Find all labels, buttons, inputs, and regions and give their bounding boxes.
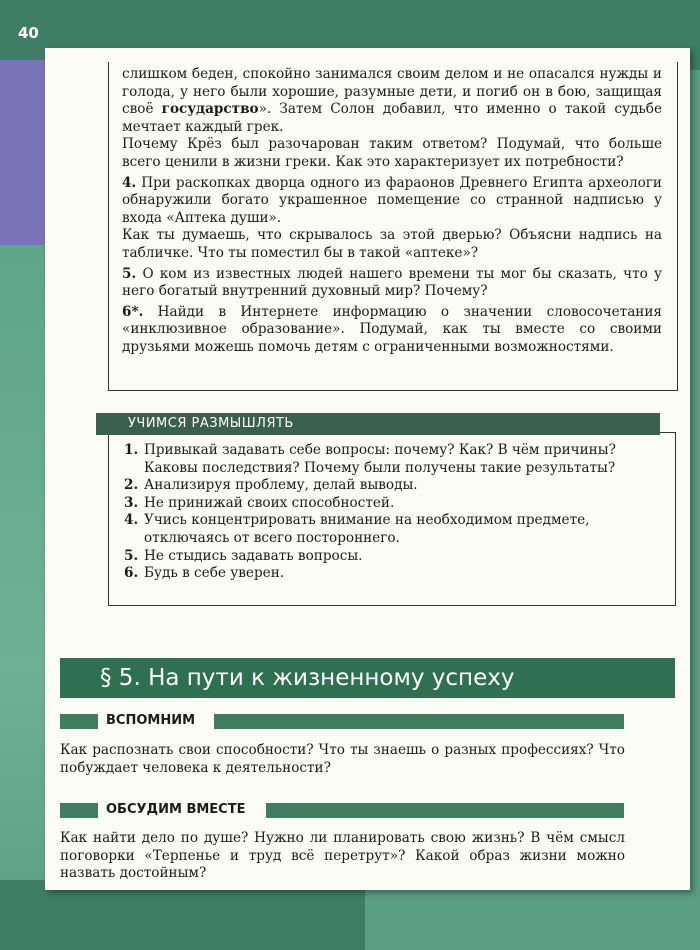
think-item: 5. Не стыдись задавать вопросы. <box>124 547 363 564</box>
think-list <box>124 442 664 583</box>
question-4: 4. При раскопках дворца одного из фараонов Древнего Египта археологи обнаружили богато украшенное помещение со странной надписью у входа «Аптека души». <box>122 174 662 226</box>
question-6: 6*. Найди в Интернете информацию о значении словосочетания «инклюзивное образование». Подумай, как ты вместе со своими друзьями можешь помочь детям с ограниченными возможностями. <box>122 303 662 355</box>
question-3-followup: Почему Крёз был разочарован таким ответом? Подумай, что больше всего ценили в жизни греки. Как это характеризует их потребности? <box>122 136 662 170</box>
think-item: 4. Учись концентрировать внимание на необходимом предмете, отключаясь от всего постороннего. <box>124 512 590 546</box>
discuss-text: Как найти дело по душе? Нужно ли планировать свою жизнь? В чём смысл поговорки «Терпенье и труд всё перетрут»? Какой образ жизни можно назвать достойным? <box>60 830 625 882</box>
recall-label: ВСПОМНИМ <box>106 713 196 728</box>
discuss-bar-right <box>266 803 624 818</box>
question-3-continuation: слишком беден, спокойно занимался своим делом и не опасался нужды и голода, у него были хорошие, разумные дети, и погиб он в бою, защищая своё государство». Затем Солон добавил, что именно о такой судьбе мечтает каждый грек. <box>122 66 662 135</box>
question-4-followup: Как ты думаешь, что скрывалось за этой дверью? Объясни надпись на табличке. Что ты поместил бы в такой «аптеке»? <box>122 227 662 261</box>
think-item: 2. Анализируя проблему, делай выводы. <box>124 477 418 494</box>
recall-bar-left <box>60 714 98 729</box>
think-item: 3. Не принижай своих способностей. <box>124 494 395 511</box>
page-number: 40 <box>18 24 39 42</box>
recall-text: Как распознать свои способности? Что ты знаешь о разных профессиях? Что побуждает человека к деятельности? <box>60 742 625 776</box>
think-item: 1. Привыкай задавать себе вопросы: почему? Как? В чём причины? Каковы последствия? Почему были получены такие результаты? <box>124 442 616 476</box>
think-title: УЧИМСЯ РАЗМЫШЛЯТЬ <box>128 416 294 431</box>
discuss-label: ОБСУДИМ ВМЕСТЕ <box>106 802 246 817</box>
section-title: § 5. На пути к жизненному успеху <box>100 665 515 691</box>
questions-text <box>122 66 662 357</box>
page-bottom-band <box>0 880 365 950</box>
think-item: 6. Будь в себе уверен. <box>124 565 285 582</box>
question-5: 5. О ком из известных людей нашего времени ты мог бы сказать, что у него богатый внутренний духовный мир? Почему? <box>122 265 663 300</box>
discuss-bar-left <box>60 803 98 818</box>
recall-bar-right <box>214 714 624 729</box>
